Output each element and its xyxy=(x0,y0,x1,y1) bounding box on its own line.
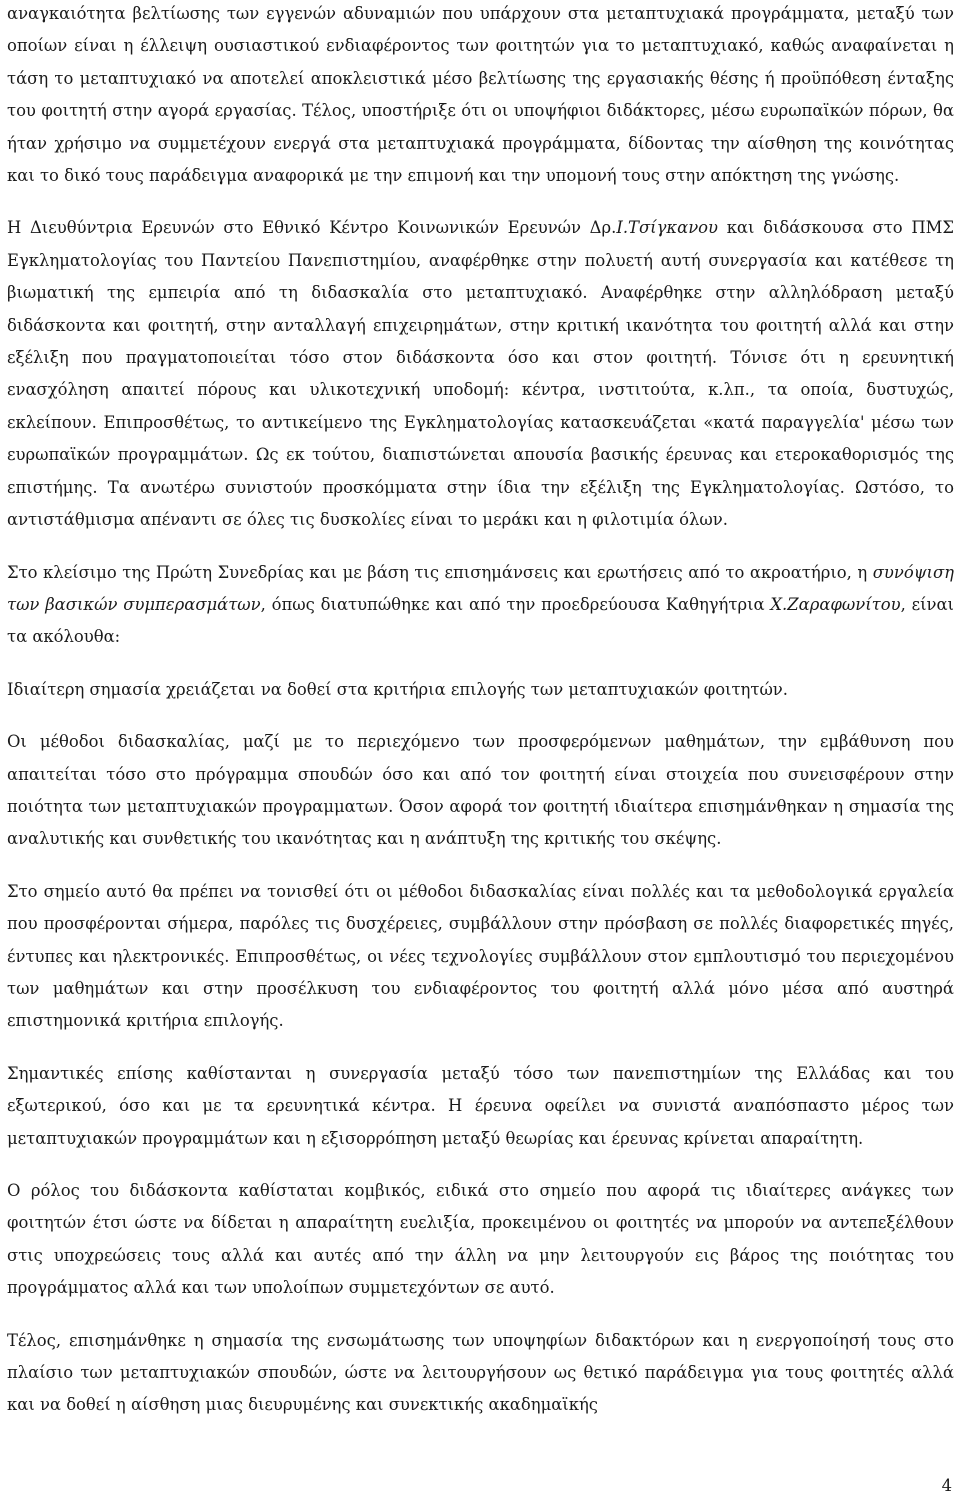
paragraph-3-end: , είναι τα ακόλουθα: xyxy=(7,594,954,647)
paragraph-3-emphasis: συνόψιση των βασικών συμπερασμάτων xyxy=(7,562,954,614)
paragraph-9: Τέλος, επισημάνθηκε η σημασία της ενσωμάτωσης των υποψηφίων διδακτόρων και η ενεργοποίησή τους στο πλαίσιο των μεταπτυχιακών σπουδών, ώστε να λειτουργήσουν ως θετικό παράδειγμα για τους φοιτητές αλλά και να δοθεί η αίσθηση μιας διευρυμένης και συνεκτικής ακαδημαϊκής xyxy=(7,1330,954,1415)
paragraph-3-intro: Στο κλείσιμο της Πρώτη Συνεδρίας και με βάση τις επισημάνσεις και ερωτήσεις από το ακροατήριο, η xyxy=(7,562,873,582)
paragraph-8: Ο ρόλος του διδάσκοντα καθίσταται κομβικός, ειδικά στο σημείο που αφορά τις ιδιαίτερες ανάγκες των φοιτητών έτσι ώστε να δίδεται η απαραίτητη ευελιξία, προκειμένου οι φοιτητές να μπορούν να αντεπεξέλθουν στις υποχρεώσεις τους αλλά και αυτές από την άλλη να μην λειτουργούν εις βάρος της ποιότητας του προγράμματος αλλά και των υπολοίπων συμμετεχόντων σε αυτό. xyxy=(7,1181,954,1298)
paragraph-1: αναγκαιότητα βελτίωσης των εγγενών αδυναμιών που υπάρχουν στα μεταπτυχιακά προγράμματα, μεταξύ των οποίων είναι η έλλειψη ουσιαστικού ενδιαφέροντος των φοιτητών για το μεταπτυχιακό, καθώς αναφαίνεται η τάση το μεταπτυχιακό να αποτελεί αποκλειστικά μέσο βελτίωσης της εργασιακής θέσης ή προϋπόθεση ένταξης του φοιτητή στην αγορά εργασίας. Τέλος, υποστήριξε ότι οι υποψήφιοι διδάκτορες, μέσω ευρωπαϊκών πόρων, θα ήταν χρήσιμο να συμμετέχουν ενεργά στα μεταπτυχιακά προγράμματα, δίδοντας την αίσθηση της κοινότητας και το δικό τους παράδειγμα αναφορικά με την επιμονή και την υπομονή τους στην απόκτηση της γνώσης. xyxy=(7,4,954,186)
page-number: 4 xyxy=(941,1476,952,1495)
paragraph-2-intro: Η Διευθύντρια Ερευνών στο Εθνικό Κέντρο Κοινωνικών Ερευνών Δρ. xyxy=(7,218,617,238)
paragraph-2-name: Ι.Τσίγκανου xyxy=(616,218,719,238)
paragraph-3-name: Χ.Ζαραφωνίτου xyxy=(770,594,901,614)
paragraph-2 xyxy=(7,212,954,536)
paragraph-3-mid: , όπως διατυπώθηκε και από την προεδρεύουσα Καθηγήτρια xyxy=(260,594,771,614)
document-body xyxy=(7,0,954,1442)
paragraph-5: Οι μέθοδοι διδασκαλίας, μαζί με το περιεχόμενο των προσφερόμενων μαθημάτων, την εμβάθυνση που απαιτείται τόσο στο πρόγραμμα σπουδών όσο και από τον φοιτητή είναι στοιχεία που συνεισφέρουν στην ποιότητα των μεταπτυχιακών προγραμματων. Όσον αφορά τον φοιτητή ιδιαίτερα επισημάνθηκαν η σημασία της αναλυτικής και συνθετικής του ικανότητας και η ανάπτυξη της κριτικής του σκέψης. xyxy=(7,732,954,849)
paragraph-6: Στο σημείο αυτό θα πρέπει να τονισθεί ότι οι μέθοδοι διδασκαλίας είναι πολλές και τα μεθοδολογικά εργαλεία που προσφέρονται σήμερα, παρόλες τις δυσχέρειες, συμβάλλουν στην πρόσβαση σε πολλές διαφορετικές πηγές, έντυπες και ηλεκτρονικές. Επιπροσθέτως, οι νέες τεχνολογίες συμβάλλουν στον εμπλουτισμό του περιεχομένου των μαθημάτων και στην προσέλκυση του ενδιαφέροντος του φοιτητή αλλά μόνο μέσα από αυστηρά επιστημονικά κριτήρια επιλογής. xyxy=(7,881,954,1031)
paragraph-7: Σημαντικές επίσης καθίστανται η συνεργασία μεταξύ τόσο των πανεπιστημίων της Ελλάδας και του εξωτερικού, όσο και με τα ερευνητικά κέντρα. Η έρευνα οφείλει να συνιστά αναπόσπαστο μέρος των μεταπτυχιακών προγραμμάτων και η εξισορρόπηση μεταξύ θεωρίας και έρευνας κρίνεται απαραίτητη. xyxy=(7,1063,954,1148)
paragraph-4: Ιδιαίτερη σημασία χρειάζεται να δοθεί στα κριτήρια επιλογής των μεταπτυχιακών φοιτητών. xyxy=(7,679,788,699)
paragraph-2-rest: και διδάσκουσα στο ΠΜΣ Εγκληματολογίας του Παντείου Πανεπιστημίου, αναφέρθηκε στην πολυετή αυτή συνεργασία και κατέθεσε τη βιωματική της εμπειρία από τη διδασκαλία στο μεταπτυχιακό. Αναφέρθηκε στην αλληλόδραση μεταξύ διδάσκοντα και φοιτητή, στην ανταλλαγή επιχειρημάτων, στην κριτική ικανότητα του φοιτητή αλλά και στην εξέλιξη που πραγματοποιείται τόσο στον διδάσκοντα όσο και στον φοιτητή. Τόνισε ότι η ερευνητική ενασχόληση απαιτεί πόρους και υλικοτεχνική υποδομή: κέντρα, ινστιτούτα, κ.λπ., τα οποία, δυστυχώς, εκλείπουν. Επιπροσθέτως, το αντικείμενο της Εγκληματολογίας κατασκευάζεται «κατά παραγγελία' μέσω των ευρωπαϊκών προγραμμάτων. Ως εκ τούτου, διαπιστώνεται απουσία βασικής έρευνας και ετεροκαθορισμός της επιστήμης. Τα ανωτέρω συνιστούν προσκόμματα στην ίδια την εξέλιξη της Εγκληματολογίας. Ωστόσο, το αντιστάθμισμα απέναντι σε όλες τις δυσκολίες είναι το μεράκι και η φιλοτιμία όλων. xyxy=(7,218,954,530)
paragraph-3 xyxy=(7,557,954,654)
